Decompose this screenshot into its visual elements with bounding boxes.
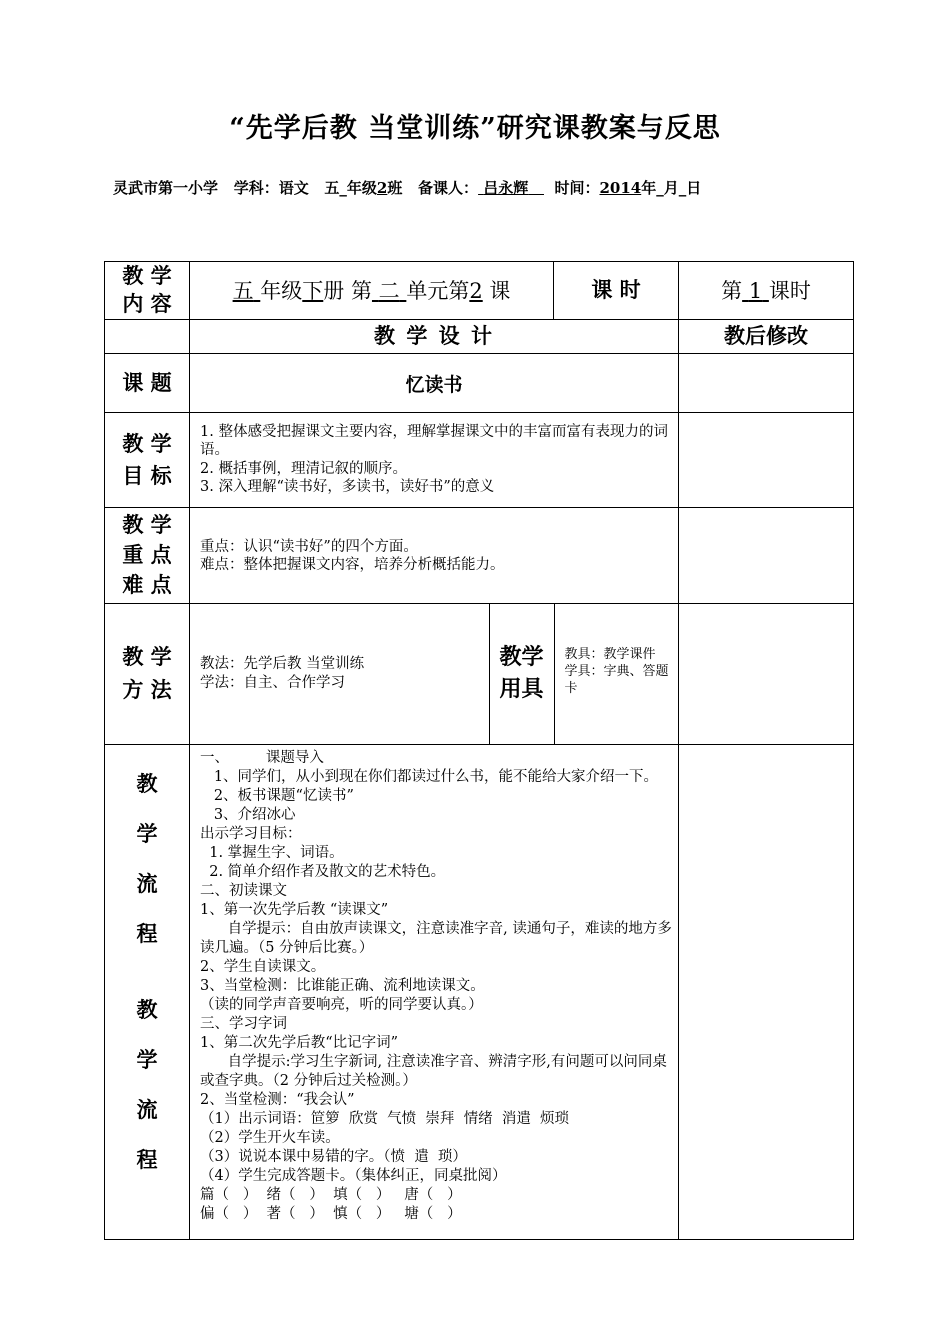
method-revise-cell: [679, 603, 854, 744]
label-flow: [105, 744, 190, 1239]
year-value: 2014: [599, 179, 642, 197]
flow-text: 一、 课题导入 1、同学们，从小到现在你们都读过什么书，能不能给大家介绍一下。 2、板书课题“忆读书” 3、介绍冰心 出示学习目标： 1. 掌握生字、词语。 2. 简单介绍作者及散文的艺术特色。 二、初读课文 1、第一次先学后教 “读课文” 自学提示：自由放声读课文，注意读准字音, 读通句子，难读的地方多读几遍。（5 分钟后比赛。） 2、学生自读课文。 3、当堂检测：比谁能正确、流利地读课文。 （读的同学声音要响亮，听的同学要认真。） 三、学习字词 1、第二次先学后教“比记字词” 自学提示:学习生字新词, 注意读准字音、辨清字形,有问题可以问同桌或查字典。（2 分钟后过关检测。） 2、当堂检测：“我会认” （1）出示词语：笸箩 欣赏 气愤 崇拜 情绪 消遣 烦琐 （2）学生开火车读。 （3）说说本课中易错的字。（愤 遣 琐） （4）学生完成答题卡。（集体纠正，同桌批阅） 篇（ ） 绪（ ） 填（ ） 唐（ ） 偏（ ） 著（ ） 慎（ ） 塘（ ）: [190, 744, 679, 1239]
key-points-text: [190, 507, 679, 603]
teaching-content-value: [190, 262, 554, 320]
method-line: 学法：自主、合作学习: [200, 674, 345, 691]
flow-label-2: 教 学 流 程: [136, 996, 158, 1172]
label-key-points: 教 学 重 点 难 点: [105, 507, 190, 603]
goal-line: 3. 深入理解“读书好，多读书，读好书”的意义: [200, 479, 495, 496]
design-header: 教 学 设 计: [190, 319, 679, 353]
content-unit: 二: [378, 279, 400, 304]
label-topic: 课 题: [105, 353, 190, 412]
row-method: [105, 603, 854, 744]
row-flow: [105, 744, 854, 1239]
tools-line: 学具：字典、答题卡: [564, 663, 669, 696]
row-key-points: [105, 507, 854, 603]
flow-revise-cell: [679, 744, 854, 1239]
grade-num: 五: [324, 179, 340, 197]
key-point-line: 重点：认识“读书好”的四个方面。: [200, 538, 418, 555]
content-unit-suffix: 单元第: [406, 279, 470, 304]
goals-text: [190, 412, 679, 507]
class-num: 2: [376, 179, 388, 197]
key-points-revise-cell: [679, 507, 854, 603]
key-point-line: 难点：整体把握课文内容，培养分析概括能力。: [200, 557, 505, 574]
day-label: 日: [686, 179, 702, 197]
revise-header: 教后修改: [679, 319, 854, 353]
period-value: 第 1 课时: [679, 262, 854, 320]
tools-text: [554, 604, 679, 744]
goals-revise-cell: [679, 412, 854, 507]
period-num: 1: [748, 279, 763, 304]
tools-line: 教具：教学课件: [564, 646, 656, 662]
header-info-line: 灵武市第一小学 学科：语文 五_年级2班 备课人： 吕永辉 时间：2014年_月_日: [113, 179, 702, 197]
content-volume-suffix: 册 第: [323, 279, 372, 304]
content-grade: 五: [232, 279, 254, 304]
subject-value: 语文: [278, 179, 309, 197]
topic-revise-cell: [679, 353, 854, 412]
goal-line: 2. 概括事例，理清记叙的顺序。: [200, 460, 407, 477]
year-label: 年: [641, 179, 657, 197]
class-label: 班: [387, 179, 403, 197]
row-design-header: [105, 319, 854, 353]
school-name: 灵武市第一小学: [113, 179, 219, 197]
preparer-name: 吕永辉: [483, 179, 529, 197]
month-label: 月: [663, 179, 679, 197]
time-label: 时间：: [554, 179, 600, 197]
row-teaching-content: [105, 262, 854, 320]
method-line: 教法：先学后教 当堂训练: [200, 656, 365, 673]
subject-label: 学科：: [233, 179, 279, 197]
lesson-plan-table: [104, 261, 854, 1240]
grade-label: 年级: [346, 179, 377, 197]
page-title: “先学后教 当堂训练”研究课教案与反思: [229, 113, 721, 144]
label-method: 教 学 方 法: [105, 603, 190, 744]
row-goals: [105, 412, 854, 507]
flow-label-1: 教 学 流 程: [136, 770, 158, 946]
label-teaching-content: 教 学 内 容: [105, 262, 190, 320]
content-grade-suffix: 年级: [260, 279, 303, 304]
preparer-label: 备课人：: [418, 179, 479, 197]
content-volume: 下: [302, 279, 324, 304]
row-topic: [105, 353, 854, 412]
goal-line: 1. 整体感受把握课文主要内容，理解掌握课文中的丰富而富有表现力的词语。: [200, 423, 668, 459]
content-lesson-suffix: 课: [489, 279, 511, 304]
label-period: 课 时: [554, 262, 679, 320]
label-goals: 教 学 目 标: [105, 412, 190, 507]
content-lesson: 2: [469, 279, 483, 304]
topic-value: 忆读书: [190, 353, 679, 412]
label-tools: 教学 用具: [489, 604, 554, 744]
method-text: [190, 604, 489, 744]
